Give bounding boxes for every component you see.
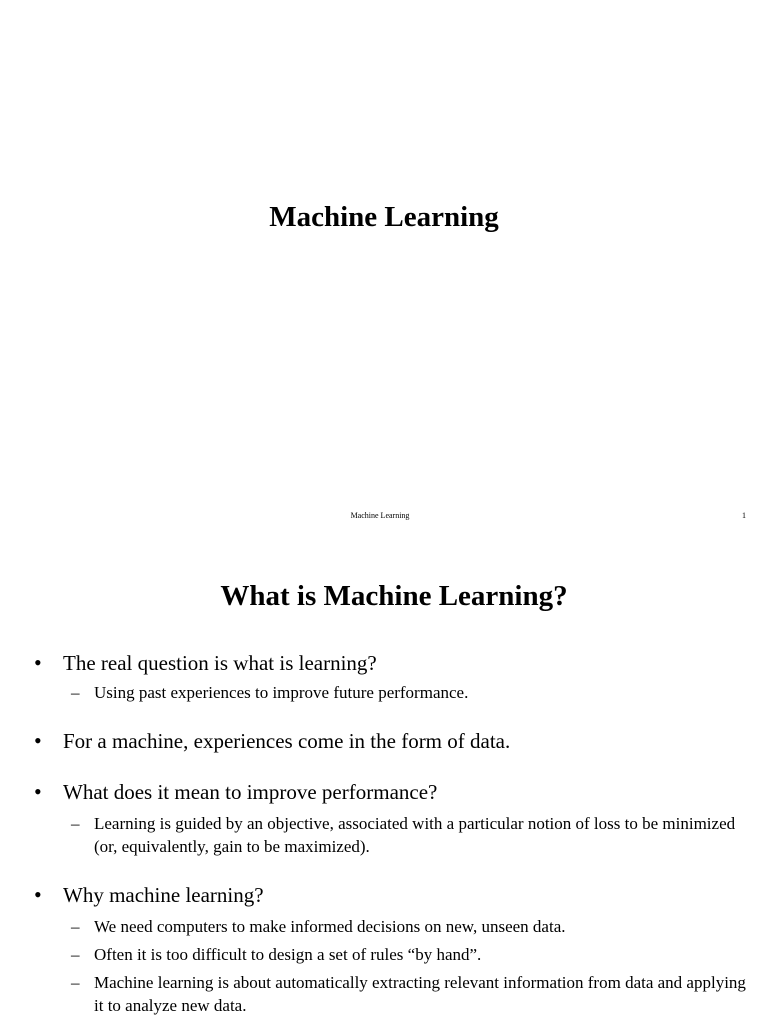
bullet-marker: • <box>34 650 42 675</box>
sub-bullet-text: Using past experiences to improve future performance. <box>94 683 469 702</box>
bullet-text: What does it mean to improve performance? <box>63 780 438 804</box>
sub-bullet-text: Machine learning is about automatically extracting relevant information from data and applying it to analyze new data. <box>94 973 746 1015</box>
sub-bullet-text: We need computers to make informed decisions on new, unseen data. <box>94 917 566 936</box>
sub-bullet-marker: – <box>71 814 80 833</box>
sub-bullet-text: Often it is too difficult to design a set of rules “by hand”. <box>94 945 482 964</box>
sub-bullet-marker: – <box>71 917 80 936</box>
sub-bullet-marker: – <box>71 973 80 992</box>
slide-title: Machine Learning <box>269 201 499 233</box>
sub-bullet-text: Learning is guided by an objective, associated with a particular notion of loss to be minimized (or, equivalently, gain to be maximized). <box>94 814 736 856</box>
slide-footer: Machine Learning <box>350 511 410 520</box>
bullet-text: For a machine, experiences come in the form of data. <box>63 729 511 753</box>
bullet-text: Why machine learning? <box>63 883 264 907</box>
sub-bullet-marker: – <box>71 683 80 702</box>
slide-heading: What is Machine Learning? <box>220 580 568 612</box>
bullet-marker: • <box>34 779 42 804</box>
bullet-marker: • <box>34 882 42 907</box>
bullet-text: The real question is what is learning? <box>63 651 377 675</box>
content-slide <box>0 540 768 1024</box>
bullet-marker: • <box>34 728 42 753</box>
sub-bullet-marker: – <box>71 945 80 964</box>
page-number: 1 <box>742 511 746 520</box>
